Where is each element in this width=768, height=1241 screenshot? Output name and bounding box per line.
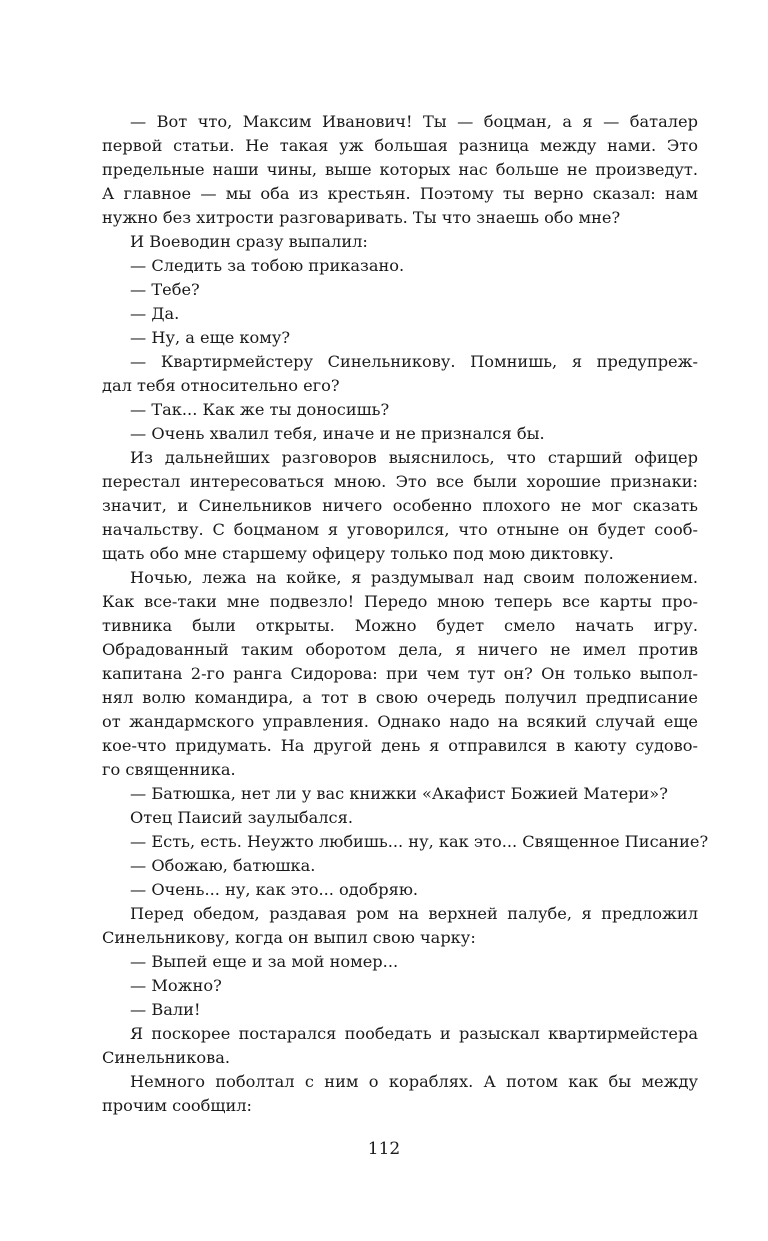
text-line: дал тебя относительно его? [102,376,340,395]
text-line: — Вали! [130,1000,201,1019]
text-line: Синельникова. [102,1048,230,1067]
text-line: прочим сообщил: [102,1096,253,1115]
text-line: — Есть, есть. Неужто любишь... ну, как это... Священное Писание? [130,832,709,851]
text-line: нял волю командира, а тот в свою очередь получил предписание [102,688,698,707]
text-line: — Следить за тобою приказано. [130,256,405,275]
text-line: Обрадованный таким оборотом дела, я ничего не имел против [102,640,698,659]
text-line: — Да. [130,304,180,323]
text-line: Из дальнейших разговоров выяснилось, что старший офицер [130,448,698,467]
text-line: первой статьи. Не такая уж большая разница между нами. Это [102,136,698,155]
text-line: — Ну, а еще кому? [130,328,291,347]
text-line: нужно без хитрости разговаривать. Ты что знаешь обо мне? [102,208,621,227]
text-line: — Обожаю, батюшка. [130,856,316,875]
text-line: А главное — мы оба из крестьян. Поэтому ты верно сказал: нам [102,184,698,203]
text-line: значит, и Синельников ничего особенно плохого не мог сказать [102,496,698,515]
text-line: Отец Паисий заулыбался. [130,808,353,827]
page-number: 112 [367,1139,401,1159]
text-line: предельные наши чины, выше которых нас больше не произведут. [102,160,698,179]
text-line: — Выпей еще и за мой номер... [130,952,399,971]
text-line: И Воеводин сразу выпалил: [130,232,368,251]
text-line: Перед обедом, раздавая ром на верхней палубе, я предложил [130,904,698,923]
text-line: — Так... Как же ты доносишь? [130,400,390,419]
text-line: Ночью, лежа на койке, я раздумывал над своим положением. [130,568,698,587]
text-line: Как все-таки мне подвезло! Передо мною теперь все карты про- [102,592,698,611]
text-line: от жандармского управления. Однако надо на всякий случай еще [102,712,698,731]
text-line: перестал интересоваться мною. Это все были хорошие признаки: [102,472,698,491]
text-line: Синельникову, когда он выпил свою чарку: [102,928,476,947]
text-line: Немного поболтал с ним о кораблях. А потом как бы между [130,1072,698,1091]
text-line: — Тебе? [130,280,200,299]
book-page-text [102,110,709,1118]
text-line: го священника. [102,760,236,779]
text-line: Я поскорее постарался пообедать и разыскал квартирмейстера [130,1024,698,1043]
text-line: — Батюшка, нет ли у вас книжки «Акафист Божией Матери»? [130,784,668,803]
text-line: — Квартирмейстеру Синельникову. Помнишь, я предупреж- [130,352,698,371]
text-line: щать обо мне старшему офицеру только под мою диктовку. [102,544,614,563]
text-line: начальству. С боцманом я уговорился, что отныне он будет сооб- [102,520,698,539]
text-line: — Вот что, Максим Иванович! Ты — боцман, а я — баталер [130,112,698,131]
text-line: — Можно? [130,976,222,995]
text-line: — Очень хвалил тебя, иначе и не признался бы. [130,424,545,443]
text-line: тивника были открыты. Можно будет смело начать игру. [102,616,698,635]
text-line: — Очень... ну, как это... одобряю. [130,880,419,899]
text-line: капитана 2-го ранга Сидорова: при чем тут он? Он только выпол- [102,664,698,683]
text-line: кое-что придумать. На другой день я отправился в каюту судово- [102,736,698,755]
